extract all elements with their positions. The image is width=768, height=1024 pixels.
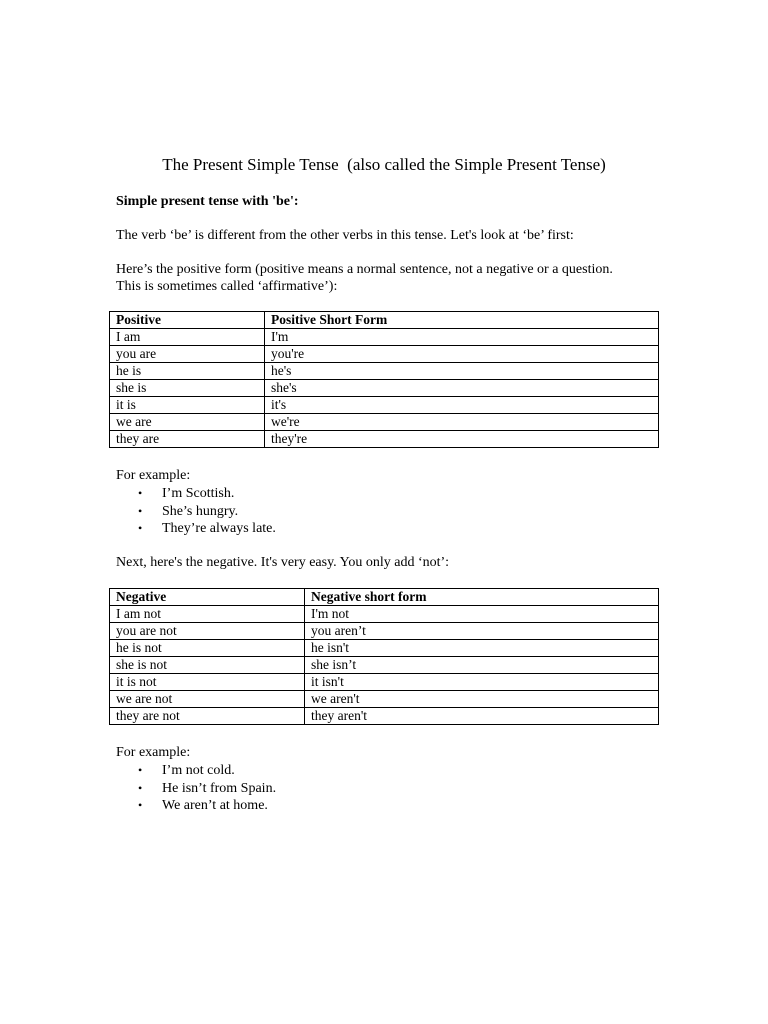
table-cell: I am not	[110, 606, 305, 623]
negative-examples-list	[116, 762, 276, 815]
bullet-icon: •	[138, 798, 143, 812]
table-cell: you are not	[110, 623, 305, 640]
list-item: • I’m Scottish.	[138, 486, 235, 501]
table-cell: they are	[110, 431, 265, 448]
header-cell: Positive	[110, 312, 265, 329]
list-item: • I’m not cold.	[138, 763, 235, 778]
table-cell: she is not	[110, 657, 305, 674]
bullet-icon: •	[138, 486, 143, 500]
table-row	[110, 346, 659, 363]
table-row	[110, 657, 659, 674]
table-row	[110, 708, 659, 725]
table-cell: I'm not	[305, 606, 659, 623]
table-row	[110, 674, 659, 691]
table-cell: she is	[110, 380, 265, 397]
table-row	[110, 329, 659, 346]
table-cell: it isn't	[305, 674, 659, 691]
document-title: The Present Simple Tense (also called the Simple Present Tense)	[162, 155, 606, 174]
table-cell: they are not	[110, 708, 305, 725]
table-cell: we are	[110, 414, 265, 431]
table-row	[110, 606, 659, 623]
table-row	[110, 640, 659, 657]
negative-examples-label: For example:	[116, 745, 191, 760]
table-row	[110, 380, 659, 397]
table-cell: you aren’t	[305, 623, 659, 640]
positive-table	[109, 311, 659, 448]
intro-paragraph: The verb ‘be’ is different from the other verbs in this tense. Let's look at ‘be’ first:	[116, 228, 574, 243]
list-item: • He isn’t from Spain.	[138, 780, 277, 796]
table-cell: we are not	[110, 691, 305, 708]
table-cell: it is not	[110, 674, 305, 691]
negative-intro-paragraph: Next, here's the negative. It's very easy. You only add ‘not’:	[116, 555, 450, 570]
table-row	[110, 691, 659, 708]
header-cell: Positive Short Form	[265, 312, 659, 329]
table-row	[110, 414, 659, 431]
table-row	[110, 623, 659, 640]
table-cell: we're	[265, 414, 659, 431]
table-cell: they aren't	[305, 708, 659, 725]
table-cell: she's	[265, 380, 659, 397]
list-item: • She’s hungry.	[138, 503, 239, 519]
list-item: • We aren’t at home.	[138, 798, 268, 813]
positive-intro-paragraph: Here’s the positive form (positive means a normal sentence, not a negative or a question. This is sometimes called ‘affirmative’):	[116, 262, 613, 294]
table-cell: she isn’t	[305, 657, 659, 674]
list-item: • They’re always late.	[138, 521, 276, 536]
table-cell: it is	[110, 397, 265, 414]
table-cell: you are	[110, 346, 265, 363]
positive-examples-list	[116, 485, 276, 538]
table-cell: it's	[265, 397, 659, 414]
negative-table	[109, 588, 659, 725]
table-cell: I'm	[265, 329, 659, 346]
bullet-icon: •	[138, 780, 143, 795]
table-header-row	[110, 589, 659, 606]
header-cell: Negative short form	[305, 589, 659, 606]
table-cell: they're	[265, 431, 659, 448]
table-cell: he is not	[110, 640, 305, 657]
table-cell: I am	[110, 329, 265, 346]
bullet-icon: •	[138, 521, 143, 535]
table-header-row	[110, 312, 659, 329]
table-row	[110, 397, 659, 414]
table-row	[110, 363, 659, 380]
table-row	[110, 431, 659, 448]
table-cell: he is	[110, 363, 265, 380]
table-cell: he's	[265, 363, 659, 380]
table-cell: he isn't	[305, 640, 659, 657]
bullet-icon: •	[138, 763, 143, 777]
table-cell: you're	[265, 346, 659, 363]
section-heading: Simple present tense with 'be':	[116, 194, 299, 209]
bullet-icon: •	[138, 503, 143, 518]
header-cell: Negative	[110, 589, 305, 606]
positive-examples-label: For example:	[116, 468, 191, 483]
table-cell: we aren't	[305, 691, 659, 708]
